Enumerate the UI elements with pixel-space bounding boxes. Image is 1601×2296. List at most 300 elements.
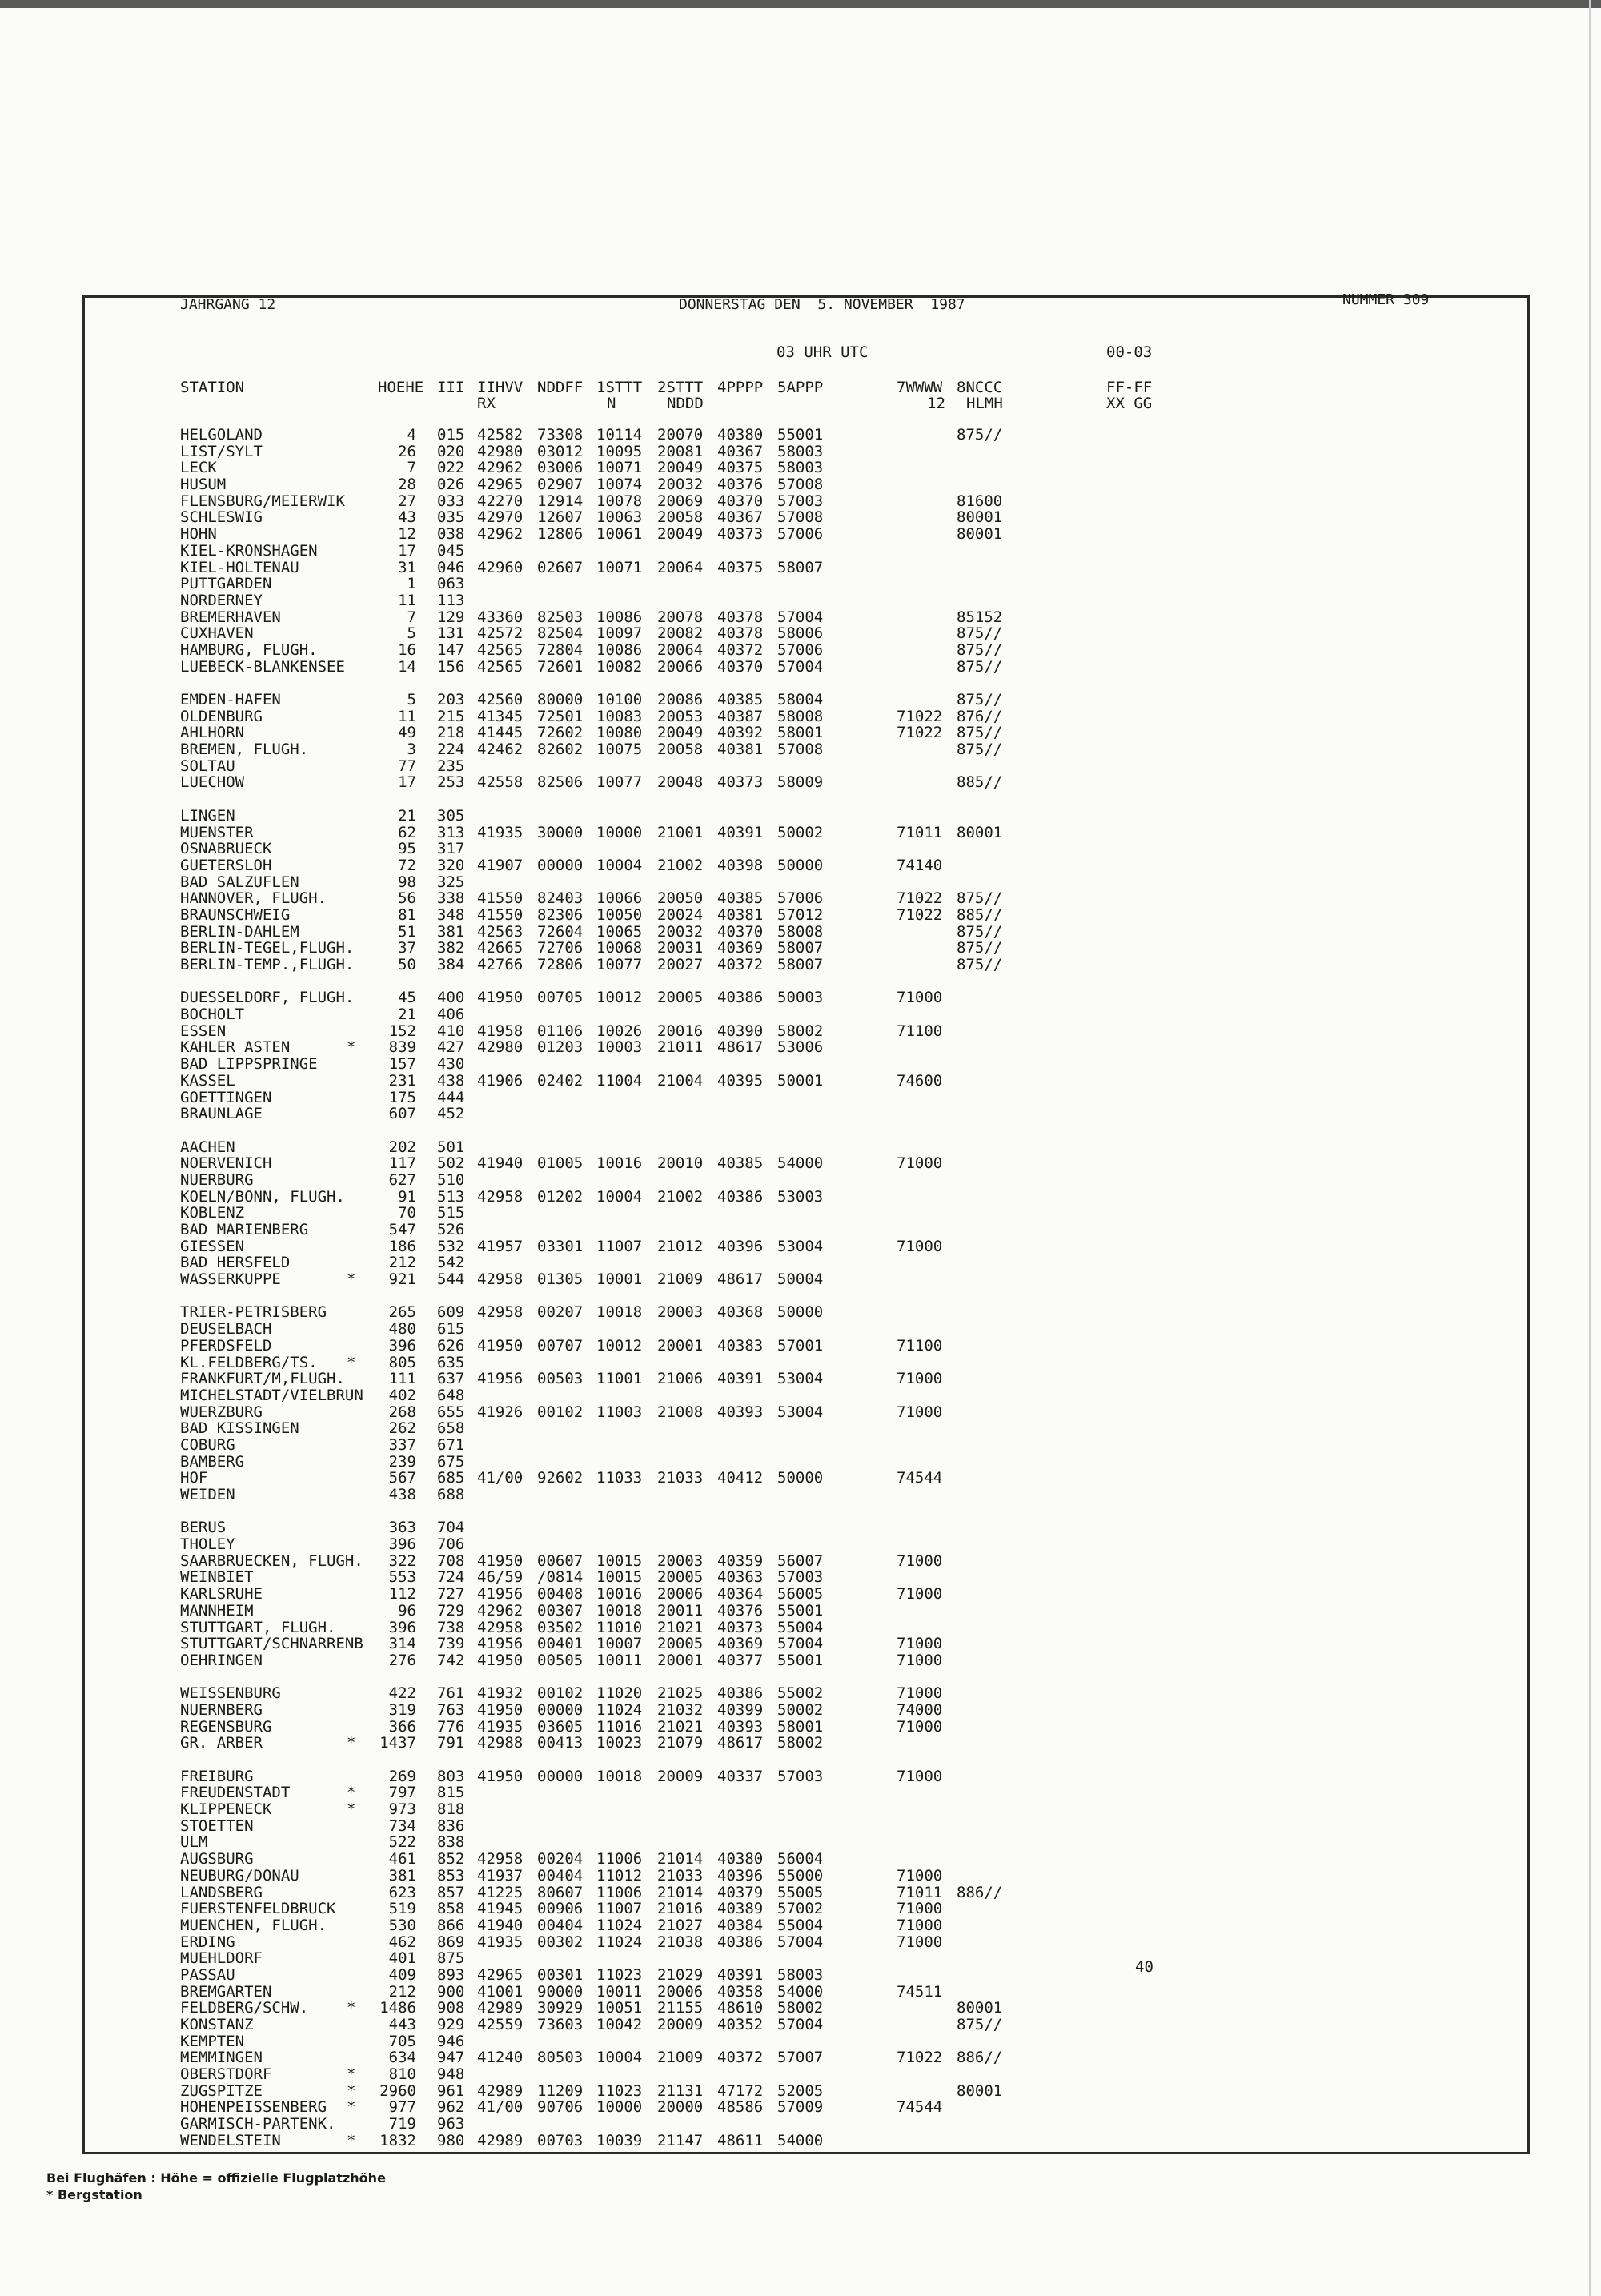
- group-iihvv: 41956: [477, 1585, 524, 1604]
- station-height: 4: [407, 426, 416, 444]
- station-height: 77: [398, 757, 416, 775]
- station-name: EMDEN-HAFEN: [180, 691, 281, 708]
- station-name: BERLIN-TEMP.,FLUGH.: [180, 956, 355, 973]
- station-name: NEUBURG/DONAU: [180, 1866, 299, 1885]
- group-7wwww: 71100: [897, 1022, 943, 1040]
- station-index: 655: [437, 1403, 465, 1421]
- station-height: 265: [388, 1303, 416, 1322]
- station-height: 627: [388, 1170, 416, 1189]
- mountain-marker: *: [347, 1784, 356, 1802]
- group-4pppp: 40370: [717, 492, 764, 510]
- group-nddff: 72601: [537, 657, 584, 676]
- station-index: 046: [437, 558, 465, 576]
- group-4pppp: 47172: [717, 2081, 764, 2100]
- group-4pppp: 40375: [717, 558, 764, 576]
- station-height: 81: [398, 905, 416, 924]
- group-nddff: 12607: [537, 508, 584, 527]
- group-2sttt: 20032: [657, 922, 704, 941]
- station-index: 400: [437, 989, 465, 1007]
- station-index: 313: [437, 823, 465, 841]
- group-8nccc: 80001: [957, 1999, 1003, 2017]
- group-nddff: 00102: [537, 1684, 584, 1703]
- station-name: LANDSBERG: [180, 1883, 263, 1901]
- station-name: BAMBERG: [180, 1452, 245, 1471]
- group-1sttt: 10050: [596, 905, 643, 924]
- group-7wwww: 74544: [897, 1469, 943, 1487]
- col-nddff: NDDFF: [537, 379, 584, 396]
- group-5appp: 55004: [777, 1618, 824, 1636]
- group-4pppp: 40367: [717, 508, 764, 527]
- col-1sttt-sub: N: [607, 395, 616, 412]
- group-iihvv: 41950: [477, 1651, 524, 1669]
- station-height: 322: [388, 1551, 416, 1570]
- group-1sttt: 11012: [596, 1866, 643, 1885]
- group-5appp: 55001: [777, 1601, 824, 1620]
- group-nddff: 00404: [537, 1866, 584, 1885]
- group-5appp: 57008: [777, 508, 824, 527]
- group-iihvv: 42958: [477, 1618, 524, 1636]
- station-index: 317: [437, 840, 465, 858]
- group-iihvv: 42958: [477, 1303, 524, 1322]
- station-name: STUTTGART/SCHNARRENB: [180, 1635, 363, 1653]
- side-note: 40: [1135, 1958, 1154, 1976]
- station-name: KL.FELDBERG/TS.: [180, 1353, 318, 1371]
- group-iihvv: 42582: [477, 426, 524, 444]
- station-name: CUXHAVEN: [180, 624, 254, 643]
- station-index: 452: [437, 1105, 465, 1123]
- group-iihvv: 41950: [477, 1767, 524, 1785]
- station-height: 921: [388, 1270, 416, 1289]
- group-1sttt: 10051: [596, 1999, 643, 2017]
- station-index: 384: [437, 956, 465, 973]
- station-name: NORDERNEY: [180, 591, 263, 609]
- group-5appp: 53003: [777, 1187, 824, 1206]
- group-5appp: 50002: [777, 823, 824, 841]
- mountain-marker: *: [347, 1800, 356, 1819]
- group-7wwww: 71022: [897, 724, 943, 742]
- group-nddff: 72604: [537, 922, 584, 941]
- station-name: WEIDEN: [180, 1486, 235, 1503]
- station-name: GOETTINGEN: [180, 1088, 272, 1106]
- group-1sttt: 10023: [596, 1734, 643, 1752]
- station-name: FUERSTENFELDBRUCK: [180, 1900, 336, 1918]
- station-index: 338: [437, 889, 465, 908]
- group-4pppp: 40393: [717, 1717, 764, 1736]
- station-index: 381: [437, 922, 465, 941]
- station-name: HOHENPEISSENBERG: [180, 2098, 327, 2117]
- group-2sttt: 21021: [657, 1717, 704, 1736]
- group-nddff: 00302: [537, 1933, 584, 1951]
- group-4pppp: 40389: [717, 1900, 764, 1918]
- group-7wwww: 71000: [897, 1900, 943, 1918]
- station-name: BREMEN, FLUGH.: [180, 741, 309, 759]
- group-4pppp: 40385: [717, 889, 764, 908]
- group-1sttt: 11024: [596, 1916, 643, 1934]
- station-index: 857: [437, 1883, 465, 1901]
- col-7wwww-sub: 12: [927, 395, 945, 412]
- station-name: AACHEN: [180, 1138, 235, 1156]
- group-5appp: 58002: [777, 1734, 824, 1752]
- station-name: LUEBECK-BLANKENSEE: [180, 657, 345, 676]
- station-index: 893: [437, 1965, 465, 1984]
- group-7wwww: 71000: [897, 1585, 943, 1604]
- group-2sttt: 20000: [657, 2098, 704, 2117]
- station-index: 738: [437, 1618, 465, 1636]
- group-nddff: 92602: [537, 1469, 584, 1487]
- group-iihvv: 42965: [477, 476, 524, 494]
- group-4pppp: 40393: [717, 1403, 764, 1421]
- group-iihvv: 42989: [477, 1999, 524, 2017]
- group-1sttt: 10063: [596, 508, 643, 527]
- group-2sttt: 20003: [657, 1303, 704, 1322]
- station-height: 111: [388, 1370, 416, 1388]
- station-name: ESSEN: [180, 1022, 227, 1040]
- station-index: 382: [437, 939, 465, 957]
- group-2sttt: 20024: [657, 905, 704, 924]
- station-height: 409: [388, 1965, 416, 1984]
- station-name: SAARBRUECKEN, FLUGH.: [180, 1551, 363, 1570]
- station-index: 113: [437, 591, 465, 609]
- group-4pppp: 40386: [717, 1933, 764, 1951]
- group-nddff: 30000: [537, 823, 584, 841]
- group-4pppp: 40370: [717, 922, 764, 941]
- group-2sttt: 20049: [657, 525, 704, 544]
- group-2sttt: 20001: [657, 1651, 704, 1669]
- station-name: BERLIN-DAHLEM: [180, 922, 299, 941]
- group-nddff: /0814: [537, 1568, 584, 1587]
- group-7wwww: 71000: [897, 1866, 943, 1885]
- group-iihvv: 41550: [477, 889, 524, 908]
- col-iihvv-sub: RX: [477, 395, 496, 412]
- group-iihvv: 41240: [477, 2049, 524, 2067]
- station-index: 875: [437, 1949, 465, 1968]
- station-index: 815: [437, 1784, 465, 1802]
- group-nddff: 72501: [537, 707, 584, 725]
- group-nddff: 00607: [537, 1551, 584, 1570]
- station-height: 805: [388, 1353, 416, 1371]
- station-name: ZUGSPITZE: [180, 2081, 263, 2100]
- group-4pppp: 48586: [717, 2098, 764, 2117]
- group-4pppp: 40359: [717, 1551, 764, 1570]
- group-nddff: 00102: [537, 1403, 584, 1421]
- station-index: 963: [437, 2115, 465, 2133]
- group-1sttt: 11020: [596, 1684, 643, 1703]
- station-index: 658: [437, 1419, 465, 1438]
- scan-margin-marks: [1589, 0, 1599, 2296]
- group-5appp: 57004: [777, 2016, 824, 2033]
- station-height: 50: [398, 956, 416, 973]
- station-height: 231: [388, 1071, 416, 1090]
- group-2sttt: 20081: [657, 442, 704, 460]
- station-height: 212: [388, 1254, 416, 1272]
- group-1sttt: 10001: [596, 1270, 643, 1289]
- group-nddff: 80607: [537, 1883, 584, 1901]
- group-2sttt: 21033: [657, 1469, 704, 1487]
- group-iihvv: 42958: [477, 1187, 524, 1206]
- group-iihvv: 42962: [477, 459, 524, 477]
- group-5appp: 58007: [777, 558, 824, 576]
- station-index: 704: [437, 1519, 465, 1537]
- col-1sttt: 1STTT: [596, 379, 643, 396]
- group-iihvv: 42980: [477, 1038, 524, 1057]
- col-7wwww: 7WWWW: [897, 379, 943, 396]
- station-height: 547: [388, 1221, 416, 1238]
- group-8nccc: 875//: [957, 741, 1003, 759]
- group-1sttt: 10012: [596, 1336, 643, 1355]
- group-1sttt: 10004: [596, 2049, 643, 2067]
- station-name: KOBLENZ: [180, 1204, 245, 1222]
- group-iihvv: 41906: [477, 1071, 524, 1090]
- station-height: 553: [388, 1568, 416, 1587]
- group-2sttt: 21004: [657, 1071, 704, 1090]
- station-height: 1832: [379, 2131, 416, 2149]
- station-height: 522: [388, 1833, 416, 1852]
- group-iihvv: 46/59: [477, 1568, 524, 1587]
- group-5appp: 50000: [777, 1469, 824, 1487]
- group-7wwww: 71022: [897, 889, 943, 908]
- group-7wwww: 74600: [897, 1071, 943, 1090]
- station-name: WEISSENBURG: [180, 1684, 281, 1703]
- station-index: 615: [437, 1320, 465, 1339]
- group-2sttt: 21011: [657, 1038, 704, 1057]
- group-5appp: 58009: [777, 773, 824, 792]
- station-index: 961: [437, 2081, 465, 2100]
- station-index: 739: [437, 1635, 465, 1653]
- group-8nccc: 80001: [957, 508, 1003, 527]
- group-iihvv: 42270: [477, 492, 524, 510]
- station-name: GARMISCH-PARTENK.: [180, 2115, 336, 2133]
- station-index: 038: [437, 525, 465, 544]
- observation-time: 03 UHR UTC: [776, 343, 869, 361]
- station-height: 21: [398, 1006, 416, 1024]
- group-2sttt: 21009: [657, 2049, 704, 2067]
- col-ff-sub: XX GG: [1106, 395, 1153, 412]
- group-4pppp: 40367: [717, 442, 764, 460]
- group-4pppp: 40370: [717, 657, 764, 676]
- group-2sttt: 20086: [657, 691, 704, 708]
- col-4pppp: 4PPPP: [717, 379, 764, 396]
- station-name: KOELN/BONN, FLUGH.: [180, 1187, 345, 1206]
- station-height: 973: [388, 1800, 416, 1819]
- station-name: SOLTAU: [180, 757, 235, 775]
- station-index: 729: [437, 1601, 465, 1620]
- group-4pppp: 40396: [717, 1237, 764, 1255]
- station-name: PFERDSFELD: [180, 1336, 272, 1355]
- group-5appp: 58007: [777, 956, 824, 973]
- group-8nccc: 80001: [957, 2081, 1003, 2100]
- station-index: 776: [437, 1717, 465, 1736]
- group-2sttt: 20011: [657, 1601, 704, 1620]
- group-iihvv: 42559: [477, 2016, 524, 2033]
- group-8nccc: 875//: [957, 939, 1003, 957]
- group-8nccc: 875//: [957, 624, 1003, 643]
- mountain-marker: *: [347, 1270, 356, 1289]
- station-index: 253: [437, 773, 465, 792]
- group-1sttt: 10114: [596, 426, 643, 444]
- group-2sttt: 21014: [657, 1883, 704, 1901]
- group-2sttt: 20082: [657, 624, 704, 643]
- station-index: 637: [437, 1370, 465, 1388]
- station-height: 11: [398, 591, 416, 609]
- group-nddff: 90706: [537, 2098, 584, 2117]
- group-iihvv: 42665: [477, 939, 524, 957]
- group-1sttt: 11010: [596, 1618, 643, 1636]
- group-2sttt: 21008: [657, 1403, 704, 1421]
- station-index: 015: [437, 426, 465, 444]
- group-5appp: 50003: [777, 989, 824, 1007]
- station-height: 402: [388, 1386, 416, 1404]
- station-index: 929: [437, 2016, 465, 2033]
- group-2sttt: 20003: [657, 1551, 704, 1570]
- group-4pppp: 40386: [717, 1684, 764, 1703]
- station-index: 033: [437, 492, 465, 510]
- station-index: 513: [437, 1187, 465, 1206]
- station-index: 515: [437, 1204, 465, 1222]
- group-4pppp: 40373: [717, 1618, 764, 1636]
- group-2sttt: 21038: [657, 1933, 704, 1951]
- group-nddff: 00705: [537, 989, 584, 1007]
- group-1sttt: 10018: [596, 1601, 643, 1620]
- group-iihvv: 41935: [477, 1933, 524, 1951]
- col-ff: FF-FF: [1106, 379, 1153, 396]
- group-5appp: 50000: [777, 856, 824, 874]
- group-iihvv: 42766: [477, 956, 524, 973]
- volume-label: JAHRGANG 12: [180, 296, 276, 313]
- group-5appp: 58001: [777, 724, 824, 742]
- group-7wwww: 71000: [897, 1370, 943, 1388]
- station-name: BAD LIPPSPRINGE: [180, 1055, 318, 1074]
- group-1sttt: 11016: [596, 1717, 643, 1736]
- group-nddff: 82602: [537, 741, 584, 759]
- station-name: OEHRINGEN: [180, 1651, 263, 1669]
- station-name: NOERVENICH: [180, 1154, 272, 1173]
- group-5appp: 54000: [777, 1154, 824, 1173]
- group-2sttt: 20031: [657, 939, 704, 957]
- group-nddff: 72806: [537, 956, 584, 973]
- station-index: 131: [437, 624, 465, 643]
- station-index: 526: [437, 1221, 465, 1238]
- station-name: ULM: [180, 1833, 208, 1852]
- station-index: 948: [437, 2065, 465, 2084]
- station-name: HOF: [180, 1469, 208, 1487]
- station-index: 063: [437, 575, 465, 593]
- group-8nccc: 875//: [957, 889, 1003, 908]
- station-name: KASSEL: [180, 1071, 235, 1090]
- group-7wwww: 71022: [897, 905, 943, 924]
- station-height: 91: [398, 1187, 416, 1206]
- station-height: 810: [388, 2065, 416, 2084]
- group-5appp: 56005: [777, 1585, 824, 1604]
- group-nddff: 00503: [537, 1370, 584, 1388]
- group-iihvv: 41950: [477, 1336, 524, 1355]
- group-8nccc: 875//: [957, 724, 1003, 742]
- group-5appp: 53004: [777, 1237, 824, 1255]
- group-5appp: 55001: [777, 426, 824, 444]
- station-height: 31: [398, 558, 416, 576]
- station-height: 381: [388, 1866, 416, 1885]
- group-1sttt: 10066: [596, 889, 643, 908]
- col-iii: III: [437, 379, 465, 396]
- col-5appp: 5APPP: [777, 379, 824, 396]
- group-iihvv: 41958: [477, 1022, 524, 1040]
- station-name: BAD HERSFELD: [180, 1254, 291, 1272]
- mountain-marker: *: [347, 2131, 356, 2149]
- group-2sttt: 21029: [657, 1965, 704, 1984]
- mountain-marker: *: [347, 2081, 356, 2100]
- group-4pppp: 40363: [717, 1568, 764, 1587]
- group-4pppp: 40372: [717, 2049, 764, 2067]
- group-8nccc: 875//: [957, 922, 1003, 941]
- station-name: NUERNBERG: [180, 1700, 263, 1719]
- group-7wwww: 71100: [897, 1336, 943, 1355]
- station-height: 56: [398, 889, 416, 908]
- station-name: LECK: [180, 459, 217, 477]
- group-nddff: 30929: [537, 1999, 584, 2017]
- station-name: HANNOVER, FLUGH.: [180, 889, 327, 908]
- station-name: KEMPTEN: [180, 2032, 245, 2050]
- group-1sttt: 11023: [596, 2081, 643, 2100]
- group-5appp: 52005: [777, 2081, 824, 2100]
- station-index: 224: [437, 741, 465, 759]
- group-7wwww: 74140: [897, 856, 943, 874]
- group-5appp: 53004: [777, 1370, 824, 1388]
- group-5appp: 58001: [777, 1717, 824, 1736]
- station-index: 852: [437, 1850, 465, 1869]
- station-name: DEUSELBACH: [180, 1320, 272, 1339]
- group-8nccc: 876//: [957, 707, 1003, 725]
- station-index: 791: [437, 1734, 465, 1752]
- station-index: 946: [437, 2032, 465, 2050]
- group-5appp: 57004: [777, 657, 824, 676]
- station-name: FREUDENSTADT: [180, 1784, 291, 1802]
- station-height: 14: [398, 657, 416, 676]
- station-height: 45: [398, 989, 416, 1007]
- group-iihvv: 41950: [477, 989, 524, 1007]
- group-8nccc: 885//: [957, 905, 1003, 924]
- group-8nccc: 875//: [957, 956, 1003, 973]
- group-1sttt: 10042: [596, 2016, 643, 2033]
- group-1sttt: 10074: [596, 476, 643, 494]
- group-nddff: 80000: [537, 691, 584, 708]
- footnote-airports: Bei Flughäfen : Höhe = offizielle Flugplatzhöhe: [46, 2170, 386, 2186]
- group-1sttt: 10082: [596, 657, 643, 676]
- group-nddff: 72706: [537, 939, 584, 957]
- group-nddff: 12914: [537, 492, 584, 510]
- group-iihvv: 41445: [477, 724, 524, 742]
- station-height: 186: [388, 1237, 416, 1255]
- group-1sttt: 11007: [596, 1900, 643, 1918]
- group-4pppp: 40412: [717, 1469, 764, 1487]
- station-name: KIEL-KRONSHAGEN: [180, 541, 318, 560]
- station-height: 337: [388, 1435, 416, 1454]
- group-4pppp: 40380: [717, 426, 764, 444]
- group-2sttt: 20006: [657, 1982, 704, 2001]
- station-height: 49: [398, 724, 416, 742]
- station-index: 510: [437, 1170, 465, 1189]
- station-index: 427: [437, 1038, 465, 1057]
- group-8nccc: 80001: [957, 823, 1003, 841]
- group-8nccc: 81600: [957, 492, 1003, 510]
- group-5appp: 50002: [777, 1700, 824, 1719]
- group-5appp: 58003: [777, 1965, 824, 1984]
- group-5appp: 58004: [777, 691, 824, 708]
- station-height: 112: [388, 1585, 416, 1604]
- group-4pppp: 40391: [717, 1965, 764, 1984]
- station-index: 980: [437, 2131, 465, 2149]
- group-iihvv: 41945: [477, 1900, 524, 1918]
- station-name: MUENSTER: [180, 823, 254, 841]
- station-height: 839: [388, 1038, 416, 1057]
